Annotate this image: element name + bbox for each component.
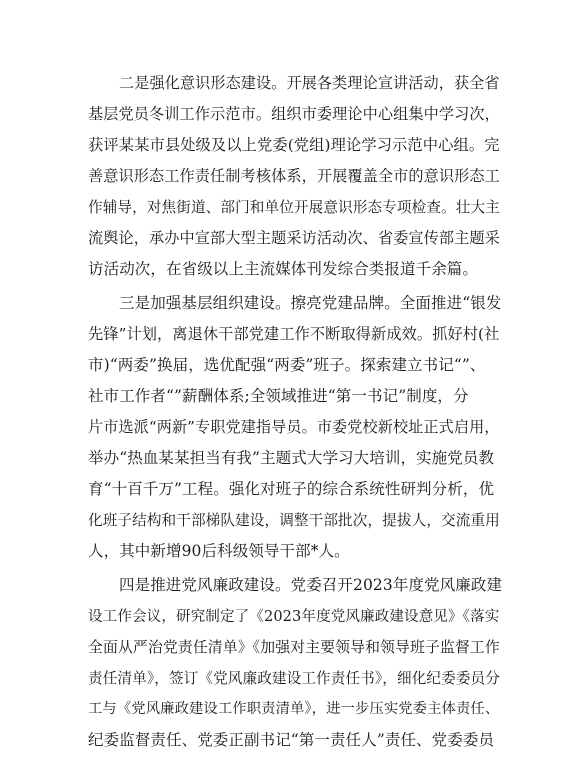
paragraph-clean-governance <box>88 570 502 756</box>
text-line: 纪委监督责任、党委正副书记“第一责任人”责任、党委委员 <box>88 731 495 749</box>
text-line: 访活动次，在省级以上主流媒体刊发综合类报道千余篇。 <box>88 260 479 278</box>
text-line: 四是推进党风廉政建设。党委召开2023年度党风廉政建 <box>119 576 503 594</box>
text-line: 善意识形态工作责任制考核体系，开展覆盖全市的意识形态工 <box>88 167 500 185</box>
document-body <box>88 68 502 756</box>
text-line: 三是加强基层组织建设。擦亮党建品牌。全面推进“银发 <box>119 294 502 312</box>
text-line: 工与《党风廉政建设工作职责清单》，进一步压实党委主体责任、 <box>88 701 500 717</box>
text-line: 社市工作者“”薪酬体系;全领域推进“第一书记”制度，分 <box>88 387 469 405</box>
text-line: 化班子结构和干部梯队建设，调整干部批次，提拔人，交流重用 <box>88 512 500 529</box>
text-line: 作辅导，对焦街道、部门和单位开展意识形态专项检查。壮大主 <box>88 199 500 216</box>
text-line: 全面从严治党责任清单》《加强对主要领导和领导班子监督工作 <box>88 638 500 656</box>
text-line: 育“十百千万”工程。强化对班子的综合系统性研判分析，优 <box>88 480 495 498</box>
text-line: 先锋”计划，离退休干部党建工作不断取得新成效。抓好村(社 <box>88 325 500 343</box>
text-line: 责任清单》，签订《党风廉政建设工作责任书》，细化纪委委员分 <box>88 670 500 687</box>
text-line: 获评某某市县处级及以上党委(党组)理论学习示范中心组。完 <box>88 136 500 154</box>
text-line: 基层党员冬训工作示范市。组织市委理论中心组集中学习次， <box>88 105 500 123</box>
text-line: 片市选派“两新”专职党建指导员。市委党校新校址正式启用， <box>88 418 500 436</box>
text-line: 流舆论，承办中宣部大型主题采访活动次、省委宣传部主题采 <box>88 229 500 247</box>
text-line: 设工作会议，研究制定了《2023年度党风廉政建设意见》《落实 <box>88 608 500 625</box>
paragraph-ideology <box>88 68 502 285</box>
paragraph-grassroots-organization <box>88 288 502 567</box>
text-line: 人，其中新增90后科级领导干部*人。 <box>88 542 350 560</box>
text-line: 市)“两委”换届，选优配强“两委”班子。探索建立书记“”、 <box>88 356 486 374</box>
text-line: 举办“热血某某担当有我”主题式大学习大培训，实施党员教 <box>88 449 495 467</box>
text-line: 二是强化意识形态建设。开展各类理论宣讲活动，获全省 <box>119 74 500 92</box>
